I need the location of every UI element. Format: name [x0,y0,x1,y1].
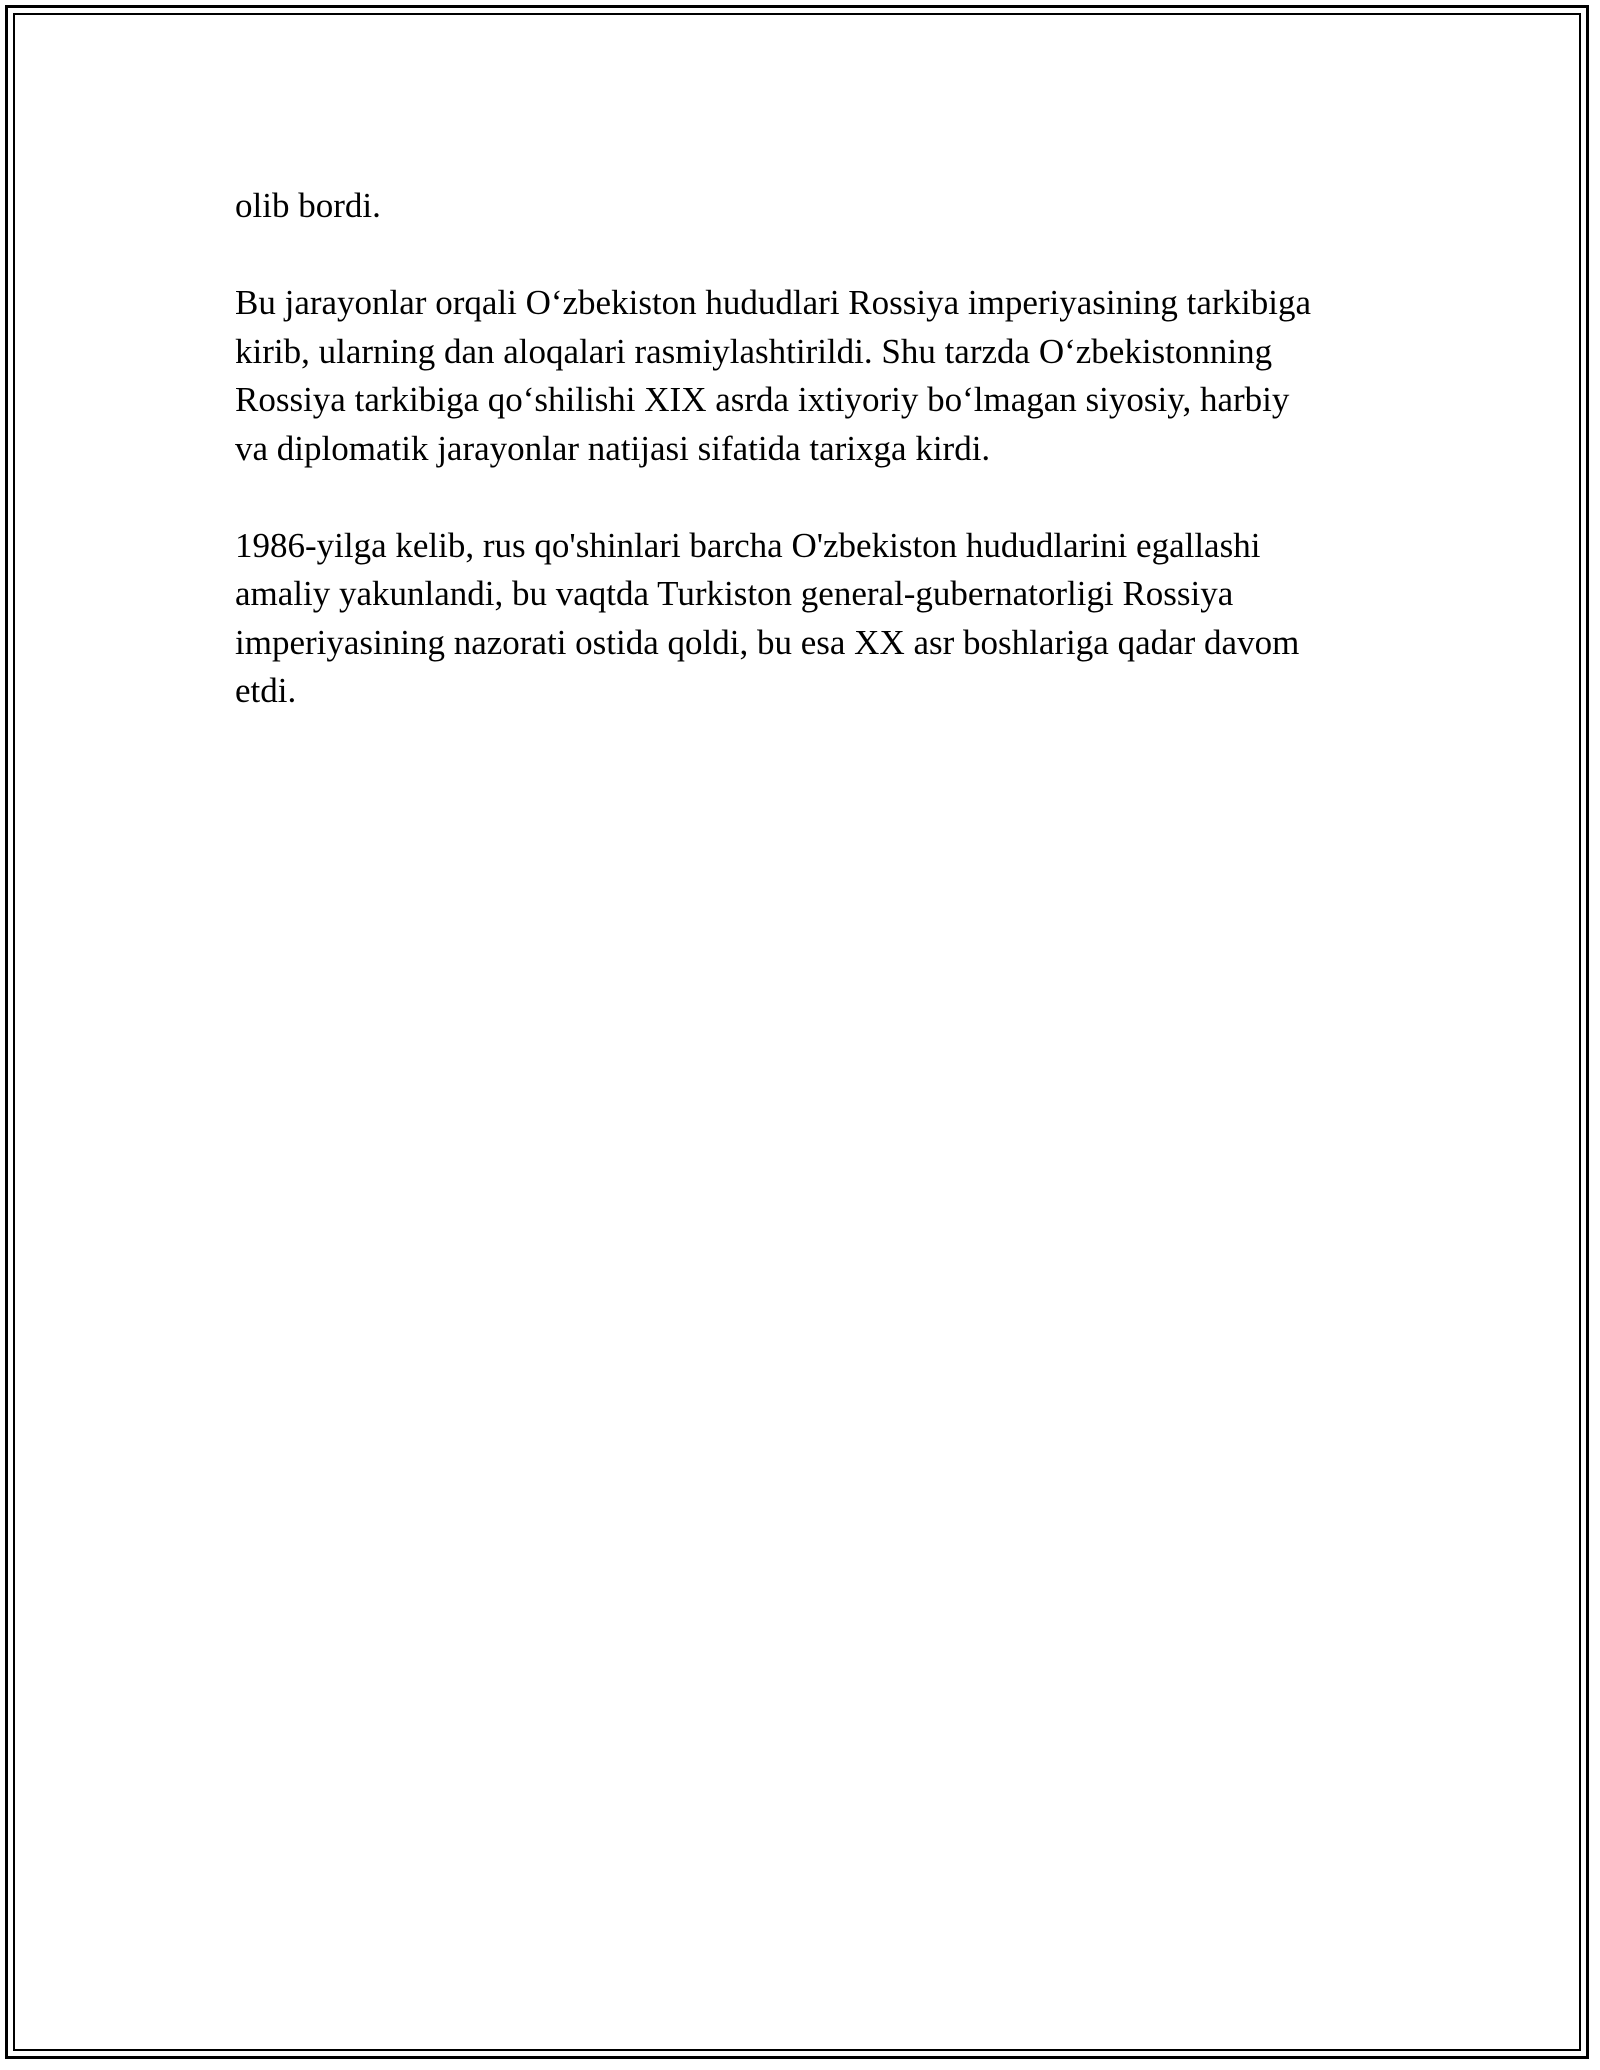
paragraph-conquest-completion: 1986-yilga kelib, rus qo'shinlari barcha O'zbekiston hududlarini egallashi amaliy yakunlandi, bu vaqtda Turkiston general-gubernatorligi Rossiya imperiyasining nazorati ostida qoldi, bu esa XX asr boshlariga qadar davom etdi. [235,525,1300,710]
document-body [235,182,1395,764]
paragraph-annexation-summary: Bu jarayonlar orqali O‘zbekiston hududlari Rossiya imperiyasining tarkibiga kirib, ularning dan aloqalari rasmiylashtirildi. Shu tarzda O‘zbekistonning Rossiya tarkibiga qo‘shilishi XIX asrda ixtiyoriy bo‘lmagan siyosiy, harbiy va diplomatik jarayonlar natijasi sifatida tarixga kirdi. [235,283,1312,468]
paragraph-continuation: olib bordi. [235,186,381,225]
